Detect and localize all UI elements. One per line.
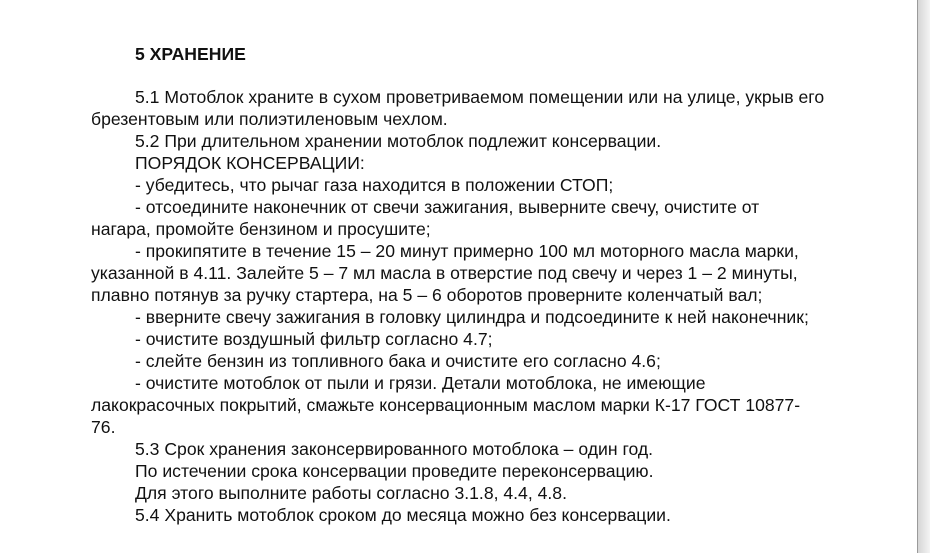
conservation-procedure-title: ПОРЯДОК КОНСЕРВАЦИИ: <box>135 153 365 173</box>
paragraph-5-4: 5.4 Хранить мотоблок сроком до месяца можно без консервации. <box>135 505 671 525</box>
document-body <box>91 42 891 526</box>
paragraph-5-1: 5.1 Мотоблок храните в сухом проветриваемом помещении или на улице, укрыв его <box>135 87 825 107</box>
list-item-throttle: - убедитесь, что рычаг газа находится в положении СТОП; <box>135 175 614 195</box>
list-item-screw-plug: - вверните свечу зажигания в головку цилиндра и подсоедините к ней наконечник; <box>135 307 809 327</box>
list-item-oil-continuation-2: плавно потянув за ручку стартера, на 5 – 6 оборотов проверните коленчатый вал; <box>91 285 763 305</box>
list-item-spark-plug: - отсоедините наконечник от свечи зажигания, выверните свечу, очистите от <box>135 197 760 217</box>
paragraph-5-2: 5.2 При длительном хранении мотоблок подлежит консервации. <box>135 131 662 151</box>
list-item-air-filter: - очистите воздушный фильтр согласно 4.7; <box>135 329 493 349</box>
page-edge-shadow <box>918 0 930 553</box>
list-item-clean-continuation-1: лакокрасочных покрытий, смажьте консервационным маслом марки К-17 ГОСТ 10877- <box>91 395 801 415</box>
paragraph-5-3: 5.3 Срок хранения законсервированного мотоблока – один год. <box>135 439 654 459</box>
list-item-spark-plug-continuation: нагара, промойте бензином и просушите; <box>91 219 431 239</box>
list-item-oil-continuation-1: указанной в 4.11. Залейте 5 – 7 мл масла в отверстие под свечу и через 1 – 2 минуты, <box>91 263 798 283</box>
list-item-clean: - очистите мотоблок от пыли и грязи. Детали мотоблока, не имеющие <box>135 373 706 393</box>
paragraph-5-3-reconservation: По истечении срока консервации проведите переконсервацию. <box>135 461 654 481</box>
section-heading: 5 ХРАНЕНИЕ <box>135 44 246 64</box>
list-item-clean-continuation-2: 76. <box>91 417 116 437</box>
paragraph-5-3-works: Для этого выполните работы согласно 3.1.8, 4.4, 4.8. <box>135 483 567 503</box>
list-item-fuel: - слейте бензин из топливного бака и очистите его согласно 4.6; <box>135 351 661 371</box>
list-item-oil: - прокипятите в течение 15 – 20 минут примерно 100 мл моторного масла марки, <box>135 241 799 261</box>
paragraph-5-1-continuation: брезентовым или полиэтиленовым чехлом. <box>91 109 448 129</box>
